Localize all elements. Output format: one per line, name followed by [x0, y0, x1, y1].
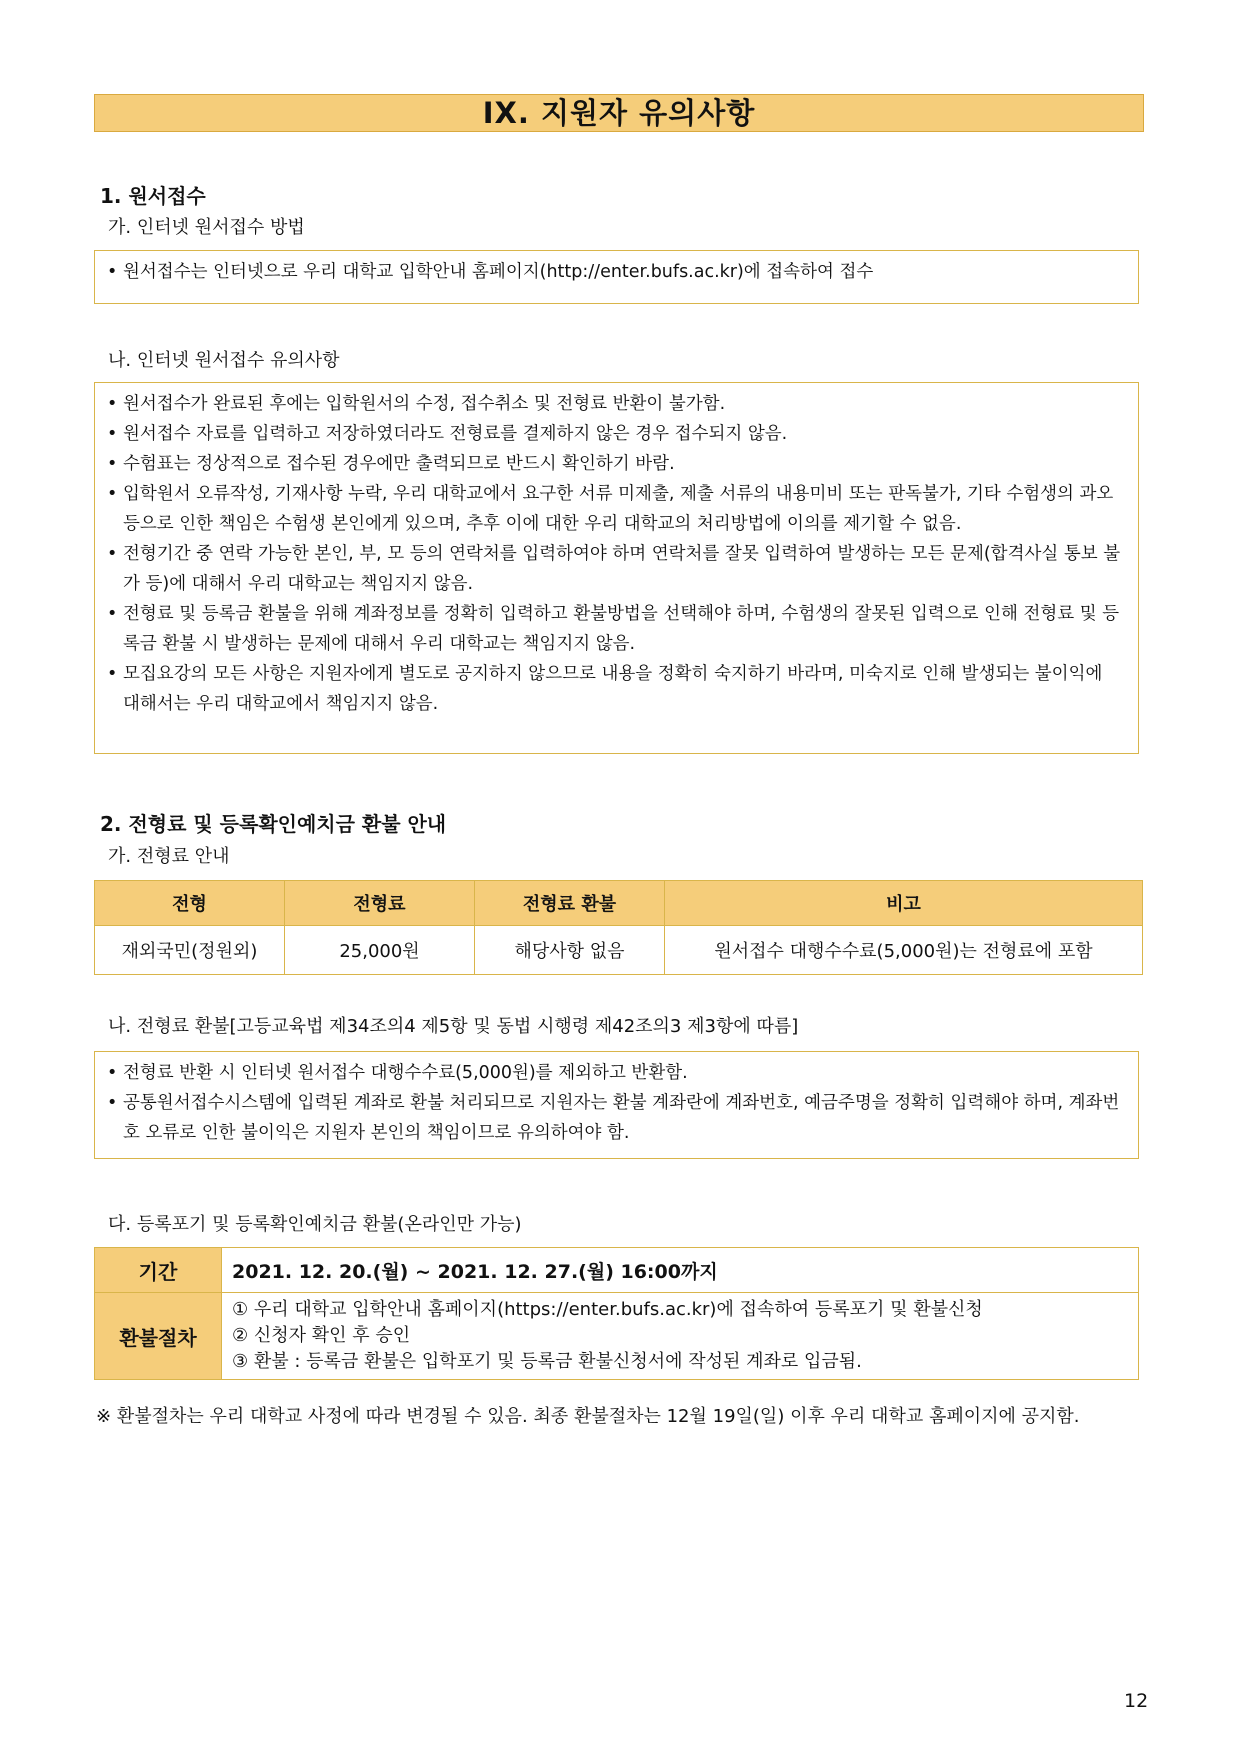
- section2-sub-a-heading: 가. 전형료 안내: [108, 846, 230, 867]
- table-cell: 원서접수 대행수수료(5,000원)는 전형료에 포함: [665, 926, 1143, 975]
- refund-note: ※ 환불절차는 우리 대학교 사정에 따라 변경될 수 있음. 최종 환불절차는 12월 19일(일) 이후 우리 대학교 홈페이지에 공지함.: [96, 1406, 1080, 1427]
- procedure-label: 환불절차: [95, 1293, 222, 1380]
- fee-table: [94, 880, 1143, 975]
- section2-sub-c-heading: 다. 등록포기 및 등록확인예치금 환불(온라인만 가능): [108, 1214, 522, 1235]
- period-value: 2021. 12. 20.(월) ~ 2021. 12. 27.(월) 16:00까지: [222, 1248, 1139, 1293]
- table-cell: 재외국민(정원외): [95, 926, 285, 975]
- refund-table: [94, 1247, 1139, 1380]
- list-item: • 전형료 반환 시 인터넷 원서접수 대행수수료(5,000원)를 제외하고 반환함.: [107, 1058, 1124, 1088]
- page-number: 12: [1124, 1690, 1149, 1712]
- col-header: 비고: [665, 881, 1143, 926]
- table-row: [95, 926, 1143, 975]
- table-cell: 25,000원: [285, 926, 475, 975]
- period-label: 기간: [95, 1248, 222, 1293]
- list-item: • 전형료 및 등록금 환불을 위해 계좌정보를 정확히 입력하고 환불방법을 선택해야 하며, 수험생의 잘못된 입력으로 인해 전형료 및 등록금 환불 시 발생하는 문제에 대해서 우리 대학교는 책임지지 않음.: [107, 599, 1124, 659]
- procedure-step: ③ 환불 : 등록금 환불은 입학포기 및 등록금 환불신청서에 작성된 계좌로 입금됨.: [232, 1351, 862, 1372]
- list-item: • 원서접수 자료를 입력하고 저장하였더라도 전형료를 결제하지 않은 경우 접수되지 않음.: [107, 419, 1124, 449]
- section2-heading: 2. 전형료 및 등록확인예치금 환불 안내: [100, 812, 447, 836]
- table-row: [95, 1248, 1139, 1293]
- list-item: • 원서접수가 완료된 후에는 입학원서의 수정, 접수취소 및 전형료 반환이 불가함.: [107, 389, 1124, 419]
- procedure-step: ② 신청자 확인 후 승인: [232, 1325, 411, 1346]
- col-header: 전형: [95, 881, 285, 926]
- application-notes-box: [94, 382, 1139, 754]
- section1-sub-b-heading: 나. 인터넷 원서접수 유의사항: [108, 350, 340, 371]
- list-item: • 수험표는 정상적으로 접수된 경우에만 출력되므로 반드시 확인하기 바람.: [107, 449, 1124, 479]
- section1-sub-a-heading: 가. 인터넷 원서접수 방법: [108, 217, 305, 238]
- list-item: • 모집요강의 모든 사항은 지원자에게 별도로 공지하지 않으므로 내용을 정확히 숙지하기 바라며, 미숙지로 인해 발생되는 불이익에 대해서는 우리 대학교에서 책임지지 않음.: [107, 659, 1124, 719]
- table-row: [95, 1293, 1139, 1380]
- page-title: IX. 지원자 유의사항: [94, 94, 1144, 132]
- section1-heading: 1. 원서접수: [100, 184, 206, 208]
- section2-sub-b-heading: 나. 전형료 환불[고등교육법 제34조의4 제5항 및 동법 시행령 제42조의3 제3항에 따름]: [108, 1016, 799, 1037]
- col-header: 전형료 환불: [475, 881, 665, 926]
- table-cell: 해당사항 없음: [475, 926, 665, 975]
- application-method-box: [94, 250, 1139, 304]
- list-item: • 전형기간 중 연락 가능한 본인, 부, 모 등의 연락처를 입력하여야 하며 연락처를 잘못 입력하여 발생하는 모든 문제(합격사실 통보 불가 등)에 대해서 우리 대학교는 책임지지 않음.: [107, 539, 1124, 599]
- procedure-steps: [222, 1293, 1139, 1380]
- list-item: • 원서접수는 인터넷으로 우리 대학교 입학안내 홈페이지(http://enter.bufs.ac.kr)에 접속하여 접수: [107, 257, 1124, 287]
- col-header: 전형료: [285, 881, 475, 926]
- list-item: • 공통원서접수시스템에 입력된 계좌로 환불 처리되므로 지원자는 환불 계좌란에 계좌번호, 예금주명을 정확히 입력해야 하며, 계좌번호 오류로 인한 불이익은 지원자 본인의 책임이므로 유의하여야 함.: [107, 1088, 1124, 1148]
- fee-refund-box: [94, 1051, 1139, 1159]
- list-item: • 입학원서 오류작성, 기재사항 누락, 우리 대학교에서 요구한 서류 미제출, 제출 서류의 내용미비 또는 판독불가, 기타 수험생의 과오 등으로 인한 책임은 수험생 본인에게 있으며, 추후 이에 대한 우리 대학교의 처리방법에 이의를 제기할 수 없음.: [107, 479, 1124, 539]
- table-header-row: [95, 881, 1143, 926]
- procedure-step: ① 우리 대학교 입학안내 홈페이지(https://enter.bufs.ac.kr)에 접속하여 등록포기 및 환불신청: [232, 1299, 983, 1320]
